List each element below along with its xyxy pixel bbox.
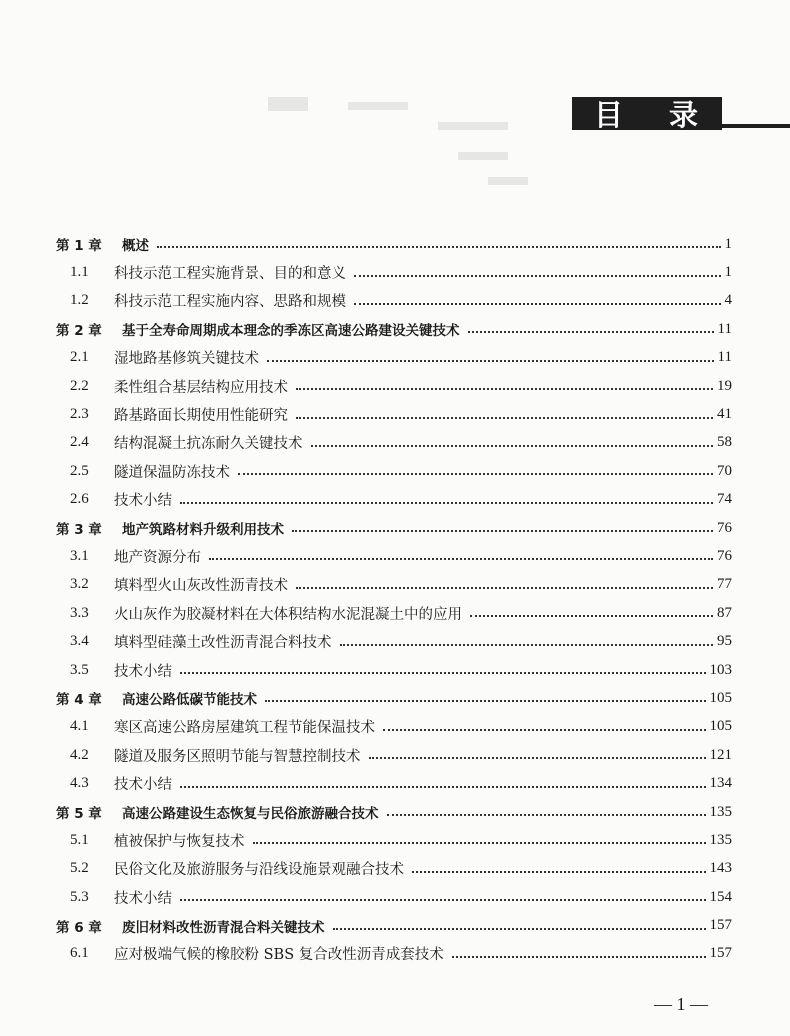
toc-entry-page: 74 — [717, 491, 732, 508]
toc-entry-page: 154 — [709, 888, 732, 905]
toc-chapter-entry[interactable] — [56, 798, 732, 826]
toc-entry-title: 湿地路基修筑关键技术 — [114, 351, 259, 368]
toc-entry-number: 2.1 — [70, 349, 89, 366]
dot-leader — [180, 502, 713, 504]
toc-entry-page: 105 — [709, 718, 732, 735]
toc-section-entry[interactable] — [56, 457, 732, 485]
dot-leader — [412, 871, 706, 873]
toc-section-entry[interactable] — [56, 656, 732, 684]
toc-section-entry[interactable] — [56, 741, 732, 769]
dot-leader — [296, 388, 713, 390]
dot-leader — [180, 899, 706, 901]
toc-entry-page: 157 — [709, 945, 732, 962]
toc-entry-title: 填料型火山灰改性沥青技术 — [114, 578, 288, 595]
dot-leader — [267, 360, 714, 362]
toc-section-entry[interactable] — [56, 486, 732, 514]
toc-title — [572, 97, 722, 130]
toc-entry-page: 76 — [717, 547, 732, 564]
dot-leader — [157, 246, 721, 248]
toc-section-entry[interactable] — [56, 826, 732, 854]
toc-entry-title: 科技示范工程实施背景、目的和意义 — [114, 266, 346, 283]
toc-entry-number: 4.3 — [70, 775, 89, 792]
toc-entry-number: 第 5 章 — [56, 806, 102, 822]
toc-entry-number: 3.2 — [70, 576, 89, 593]
toc-entry-title: 填料型硅藻土改性沥青混合料技术 — [114, 635, 332, 652]
toc-entry-page: 76 — [717, 519, 732, 536]
toc-title-left: 目 — [594, 98, 624, 132]
toc-entry-number: 4.2 — [70, 746, 89, 763]
toc-chapter-entry[interactable] — [56, 684, 732, 712]
toc-chapter-entry[interactable] — [56, 315, 732, 343]
toc-section-entry[interactable] — [56, 713, 732, 741]
toc-entry-title: 寒区高速公路房屋建筑工程节能保温技术 — [114, 720, 375, 737]
toc-entry-page: 103 — [709, 661, 732, 678]
toc-chapter-entry[interactable] — [56, 514, 732, 542]
toc-section-entry[interactable] — [56, 627, 732, 655]
toc-entry-number: 3.5 — [70, 661, 89, 678]
toc-entry-number: 2.2 — [70, 377, 89, 394]
title-rule — [722, 124, 790, 128]
toc-entry-page: 135 — [709, 831, 732, 848]
toc-entry-page: 121 — [709, 746, 732, 763]
toc-section-entry[interactable] — [56, 344, 732, 372]
toc-entry-number: 4.1 — [70, 718, 89, 735]
table-of-contents — [56, 230, 732, 968]
bleed-through-marks — [258, 92, 558, 212]
toc-entry-number: 6.1 — [70, 945, 89, 962]
toc-entry-title: 民俗文化及旅游服务与沿线设施景观融合技术 — [114, 862, 404, 879]
toc-entry-page: 19 — [717, 377, 732, 394]
toc-entry-title: 隧道保温防冻技术 — [114, 464, 230, 481]
toc-entry-title: 隧道及服务区照明节能与智慧控制技术 — [114, 748, 361, 765]
toc-entry-title: 技术小结 — [114, 663, 172, 680]
toc-entry-page: 95 — [717, 633, 732, 650]
toc-entry-title: 基于全寿命周期成本理念的季冻区高速公路建设关键技术 — [122, 323, 460, 340]
dot-leader — [387, 814, 706, 816]
dot-leader — [354, 275, 721, 277]
toc-entry-number: 5.3 — [70, 888, 89, 905]
toc-entry-title: 高速公路建设生态恢复与民俗旅游融合技术 — [122, 806, 379, 822]
toc-entry-number: 3.4 — [70, 633, 89, 650]
toc-entry-number: 1.1 — [70, 264, 89, 281]
toc-section-entry[interactable] — [56, 287, 732, 315]
dot-leader — [180, 672, 706, 674]
toc-entry-page: 41 — [717, 406, 732, 423]
toc-entry-number: 第 1 章 — [56, 238, 102, 255]
toc-entry-page: 157 — [709, 917, 732, 934]
toc-section-entry[interactable] — [56, 400, 732, 428]
toc-section-entry[interactable] — [56, 855, 732, 883]
toc-entry-title: 路基路面长期使用性能研究 — [114, 408, 288, 425]
dot-leader — [253, 842, 706, 844]
toc-section-entry[interactable] — [56, 571, 732, 599]
toc-entry-number: 2.6 — [70, 491, 89, 508]
dot-leader — [383, 729, 706, 731]
toc-entry-number: 3.1 — [70, 547, 89, 564]
toc-entry-title: 结构混凝土抗冻耐久关键技术 — [114, 436, 303, 453]
toc-section-entry[interactable] — [56, 258, 732, 286]
toc-entry-number: 2.5 — [70, 462, 89, 479]
toc-entry-title: 地产资源分布 — [114, 549, 201, 566]
dot-leader — [470, 615, 713, 617]
toc-entry-page: 58 — [717, 434, 732, 451]
toc-entry-number: 2.4 — [70, 434, 89, 451]
toc-entry-title: 火山灰作为胶凝材料在大体积结构水泥混凝土中的应用 — [114, 606, 462, 623]
toc-entry-title: 技术小结 — [114, 493, 172, 510]
toc-entry-page: 87 — [717, 604, 732, 621]
toc-entry-number: 第 3 章 — [56, 522, 102, 539]
toc-entry-number: 5.1 — [70, 831, 89, 848]
toc-entry-title: 废旧材料改性沥青混合料关键技术 — [122, 919, 325, 936]
toc-entry-title: 科技示范工程实施内容、思路和规模 — [114, 294, 346, 311]
toc-entry-page: 143 — [709, 860, 732, 877]
toc-title-right: 录 — [668, 98, 698, 132]
dot-leader — [369, 757, 706, 759]
toc-chapter-entry[interactable] — [56, 230, 732, 258]
toc-entry-number: 2.3 — [70, 406, 89, 423]
toc-entry-title: 高速公路低碳节能技术 — [122, 692, 257, 709]
toc-entry-number: 5.2 — [70, 860, 89, 877]
toc-entry-page: 70 — [717, 462, 732, 479]
toc-entry-number: 1.2 — [70, 292, 89, 309]
toc-entry-page: 135 — [709, 803, 732, 820]
dot-leader — [452, 956, 706, 958]
toc-entry-page: 105 — [709, 689, 732, 706]
toc-section-entry[interactable] — [56, 542, 732, 570]
toc-section-entry[interactable] — [56, 429, 732, 457]
toc-entry-page: 11 — [717, 349, 732, 366]
dot-leader — [180, 786, 706, 788]
toc-entry-title: 技术小结 — [114, 777, 172, 794]
toc-entry-page: 4 — [724, 292, 732, 309]
toc-section-entry[interactable] — [56, 940, 732, 968]
dot-leader — [292, 530, 713, 532]
dot-leader — [354, 303, 721, 305]
toc-entry-title: 技术小结 — [114, 890, 172, 907]
dot-leader — [311, 445, 714, 447]
toc-entry-page: 1 — [724, 264, 732, 281]
toc-chapter-entry[interactable] — [56, 911, 732, 939]
toc-section-entry[interactable] — [56, 883, 732, 911]
toc-entry-number: 第 2 章 — [56, 323, 102, 340]
dot-leader — [468, 331, 714, 333]
dot-leader — [238, 473, 713, 475]
toc-entry-page: 134 — [709, 775, 732, 792]
toc-entry-page: 1 — [724, 235, 732, 252]
toc-entry-title: 应对极端气候的橡胶粉 SBS 复合改性沥青成套技术 — [114, 947, 444, 964]
toc-entry-title: 概述 — [122, 238, 149, 255]
dot-leader — [209, 558, 713, 560]
toc-entry-page: 77 — [717, 576, 732, 593]
toc-entry-page: 11 — [717, 320, 732, 337]
dot-leader — [340, 644, 714, 646]
dot-leader — [265, 700, 706, 702]
dot-leader — [333, 928, 706, 930]
toc-entry-title: 植被保护与恢复技术 — [114, 833, 245, 850]
dot-leader — [296, 417, 713, 419]
toc-entry-number: 第 4 章 — [56, 692, 102, 709]
toc-entry-number: 3.3 — [70, 604, 89, 621]
dot-leader — [296, 587, 713, 589]
toc-entry-title: 柔性组合基层结构应用技术 — [114, 379, 288, 396]
page-number: — 1 — — [654, 994, 708, 1014]
toc-section-entry[interactable] — [56, 372, 732, 400]
toc-section-entry[interactable] — [56, 599, 732, 627]
toc-entry-number: 第 6 章 — [56, 919, 102, 936]
toc-entry-title: 地产筑路材料升级利用技术 — [122, 522, 284, 539]
toc-section-entry[interactable] — [56, 769, 732, 797]
